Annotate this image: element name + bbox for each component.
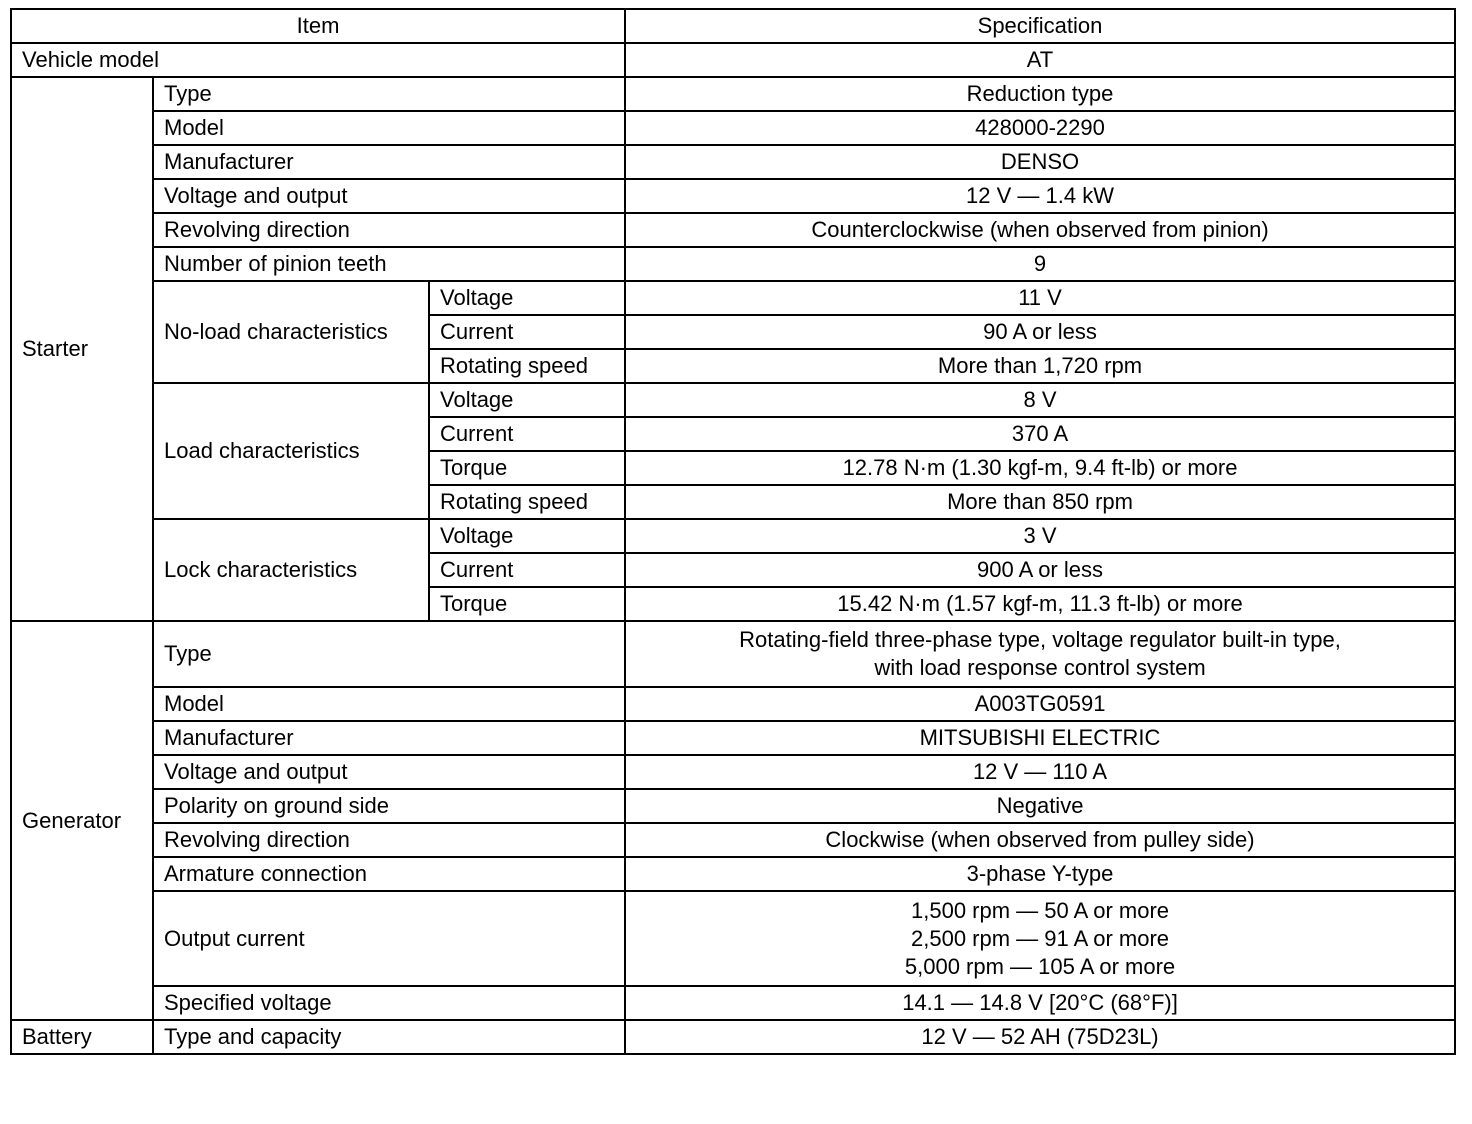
load-current-value: 370 A: [625, 417, 1455, 451]
load-voltage-value: 8 V: [625, 383, 1455, 417]
table-row: [11, 43, 1455, 77]
lock-voltage-value: 3 V: [625, 519, 1455, 553]
starter-pinion-teeth-label: Number of pinion teeth: [153, 247, 625, 281]
lock-label: Lock characteristics: [153, 519, 429, 621]
load-speed-value: More than 850 rpm: [625, 485, 1455, 519]
starter-voltage-output-label: Voltage and output: [153, 179, 625, 213]
starter-manufacturer-label: Manufacturer: [153, 145, 625, 179]
table-row: [11, 247, 1455, 281]
generator-type-value: [625, 621, 1455, 687]
starter-revolving-direction-label: Revolving direction: [153, 213, 625, 247]
load-voltage-label: Voltage: [429, 383, 625, 417]
table-row: [11, 721, 1455, 755]
generator-revolving-direction-label: Revolving direction: [153, 823, 625, 857]
generator-type-line: Rotating-field three-phase type, voltage regulator built-in type,: [739, 627, 1341, 652]
table-row: [11, 281, 1455, 315]
no-load-current-value: 90 A or less: [625, 315, 1455, 349]
generator-output-current-value: [625, 891, 1455, 986]
generator-voltage-output-label: Voltage and output: [153, 755, 625, 789]
table-row: [11, 383, 1455, 417]
generator-polarity-label: Polarity on ground side: [153, 789, 625, 823]
generator-specified-voltage-value: 14.1 — 14.8 V [20°C (68°F)]: [625, 986, 1455, 1020]
starter-type-value: Reduction type: [625, 77, 1455, 111]
generator-label: Generator: [11, 621, 153, 1020]
load-current-label: Current: [429, 417, 625, 451]
starter-voltage-output-value: 12 V — 1.4 kW: [625, 179, 1455, 213]
starter-manufacturer-value: DENSO: [625, 145, 1455, 179]
starter-type-label: Type: [153, 77, 625, 111]
battery-type-capacity-label: Type and capacity: [153, 1020, 625, 1054]
generator-type-line: with load response control system: [874, 655, 1206, 680]
starter-revolving-direction-value: Counterclockwise (when observed from pinion): [625, 213, 1455, 247]
generator-type-label: Type: [153, 621, 625, 687]
table-row: [11, 789, 1455, 823]
starter-model-value: 428000-2290: [625, 111, 1455, 145]
load-speed-label: Rotating speed: [429, 485, 625, 519]
table-row: [11, 77, 1455, 111]
table-row: [11, 1020, 1455, 1054]
specification-table: [10, 8, 1456, 1055]
lock-current-value: 900 A or less: [625, 553, 1455, 587]
load-torque-label: Torque: [429, 451, 625, 485]
table-row: [11, 823, 1455, 857]
output-current-line: 2,500 rpm — 91 A or more: [911, 925, 1170, 951]
table-row: [11, 111, 1455, 145]
generator-voltage-output-value: 12 V — 110 A: [625, 755, 1455, 789]
table-row: [11, 755, 1455, 789]
vehicle-model-label: Vehicle model: [11, 43, 625, 77]
vehicle-model-value: AT: [625, 43, 1455, 77]
generator-output-current-label: Output current: [153, 891, 625, 986]
lock-voltage-label: Voltage: [429, 519, 625, 553]
lock-torque-label: Torque: [429, 587, 625, 621]
table-row: [11, 857, 1455, 891]
no-load-label: No-load characteristics: [153, 281, 429, 383]
table-row: [11, 986, 1455, 1020]
table-row: [11, 519, 1455, 553]
generator-manufacturer-label: Manufacturer: [153, 721, 625, 755]
generator-manufacturer-value: MITSUBISHI ELECTRIC: [625, 721, 1455, 755]
generator-armature-value: 3-phase Y-type: [625, 857, 1455, 891]
table-row: [11, 179, 1455, 213]
generator-revolving-direction-value: Clockwise (when observed from pulley side): [625, 823, 1455, 857]
table-row: [11, 145, 1455, 179]
lock-torque-value: 15.42 N·m (1.57 kgf-m, 11.3 ft-lb) or more: [625, 587, 1455, 621]
lock-current-label: Current: [429, 553, 625, 587]
no-load-current-label: Current: [429, 315, 625, 349]
header-item: Item: [11, 9, 625, 43]
starter-model-label: Model: [153, 111, 625, 145]
table-row: [11, 687, 1455, 721]
no-load-voltage-value: 11 V: [625, 281, 1455, 315]
generator-polarity-value: Negative: [625, 789, 1455, 823]
battery-type-capacity-value: 12 V — 52 AH (75D23L): [625, 1020, 1455, 1054]
generator-model-label: Model: [153, 687, 625, 721]
generator-armature-label: Armature connection: [153, 857, 625, 891]
no-load-speed-label: Rotating speed: [429, 349, 625, 383]
load-label: Load characteristics: [153, 383, 429, 519]
output-current-line: 1,500 rpm — 50 A or more: [911, 897, 1170, 923]
table-row: [11, 891, 1455, 986]
output-current-line: 5,000 rpm — 105 A or more: [904, 953, 1176, 979]
starter-pinion-teeth-value: 9: [625, 247, 1455, 281]
table-row: [11, 213, 1455, 247]
no-load-voltage-label: Voltage: [429, 281, 625, 315]
header-row: [11, 9, 1455, 43]
generator-model-value: A003TG0591: [625, 687, 1455, 721]
load-torque-value: 12.78 N·m (1.30 kgf-m, 9.4 ft-lb) or more: [625, 451, 1455, 485]
header-specification: Specification: [625, 9, 1455, 43]
battery-label: Battery: [11, 1020, 153, 1054]
starter-label: Starter: [11, 77, 153, 621]
no-load-speed-value: More than 1,720 rpm: [625, 349, 1455, 383]
generator-specified-voltage-label: Specified voltage: [153, 986, 625, 1020]
table-row: [11, 621, 1455, 687]
